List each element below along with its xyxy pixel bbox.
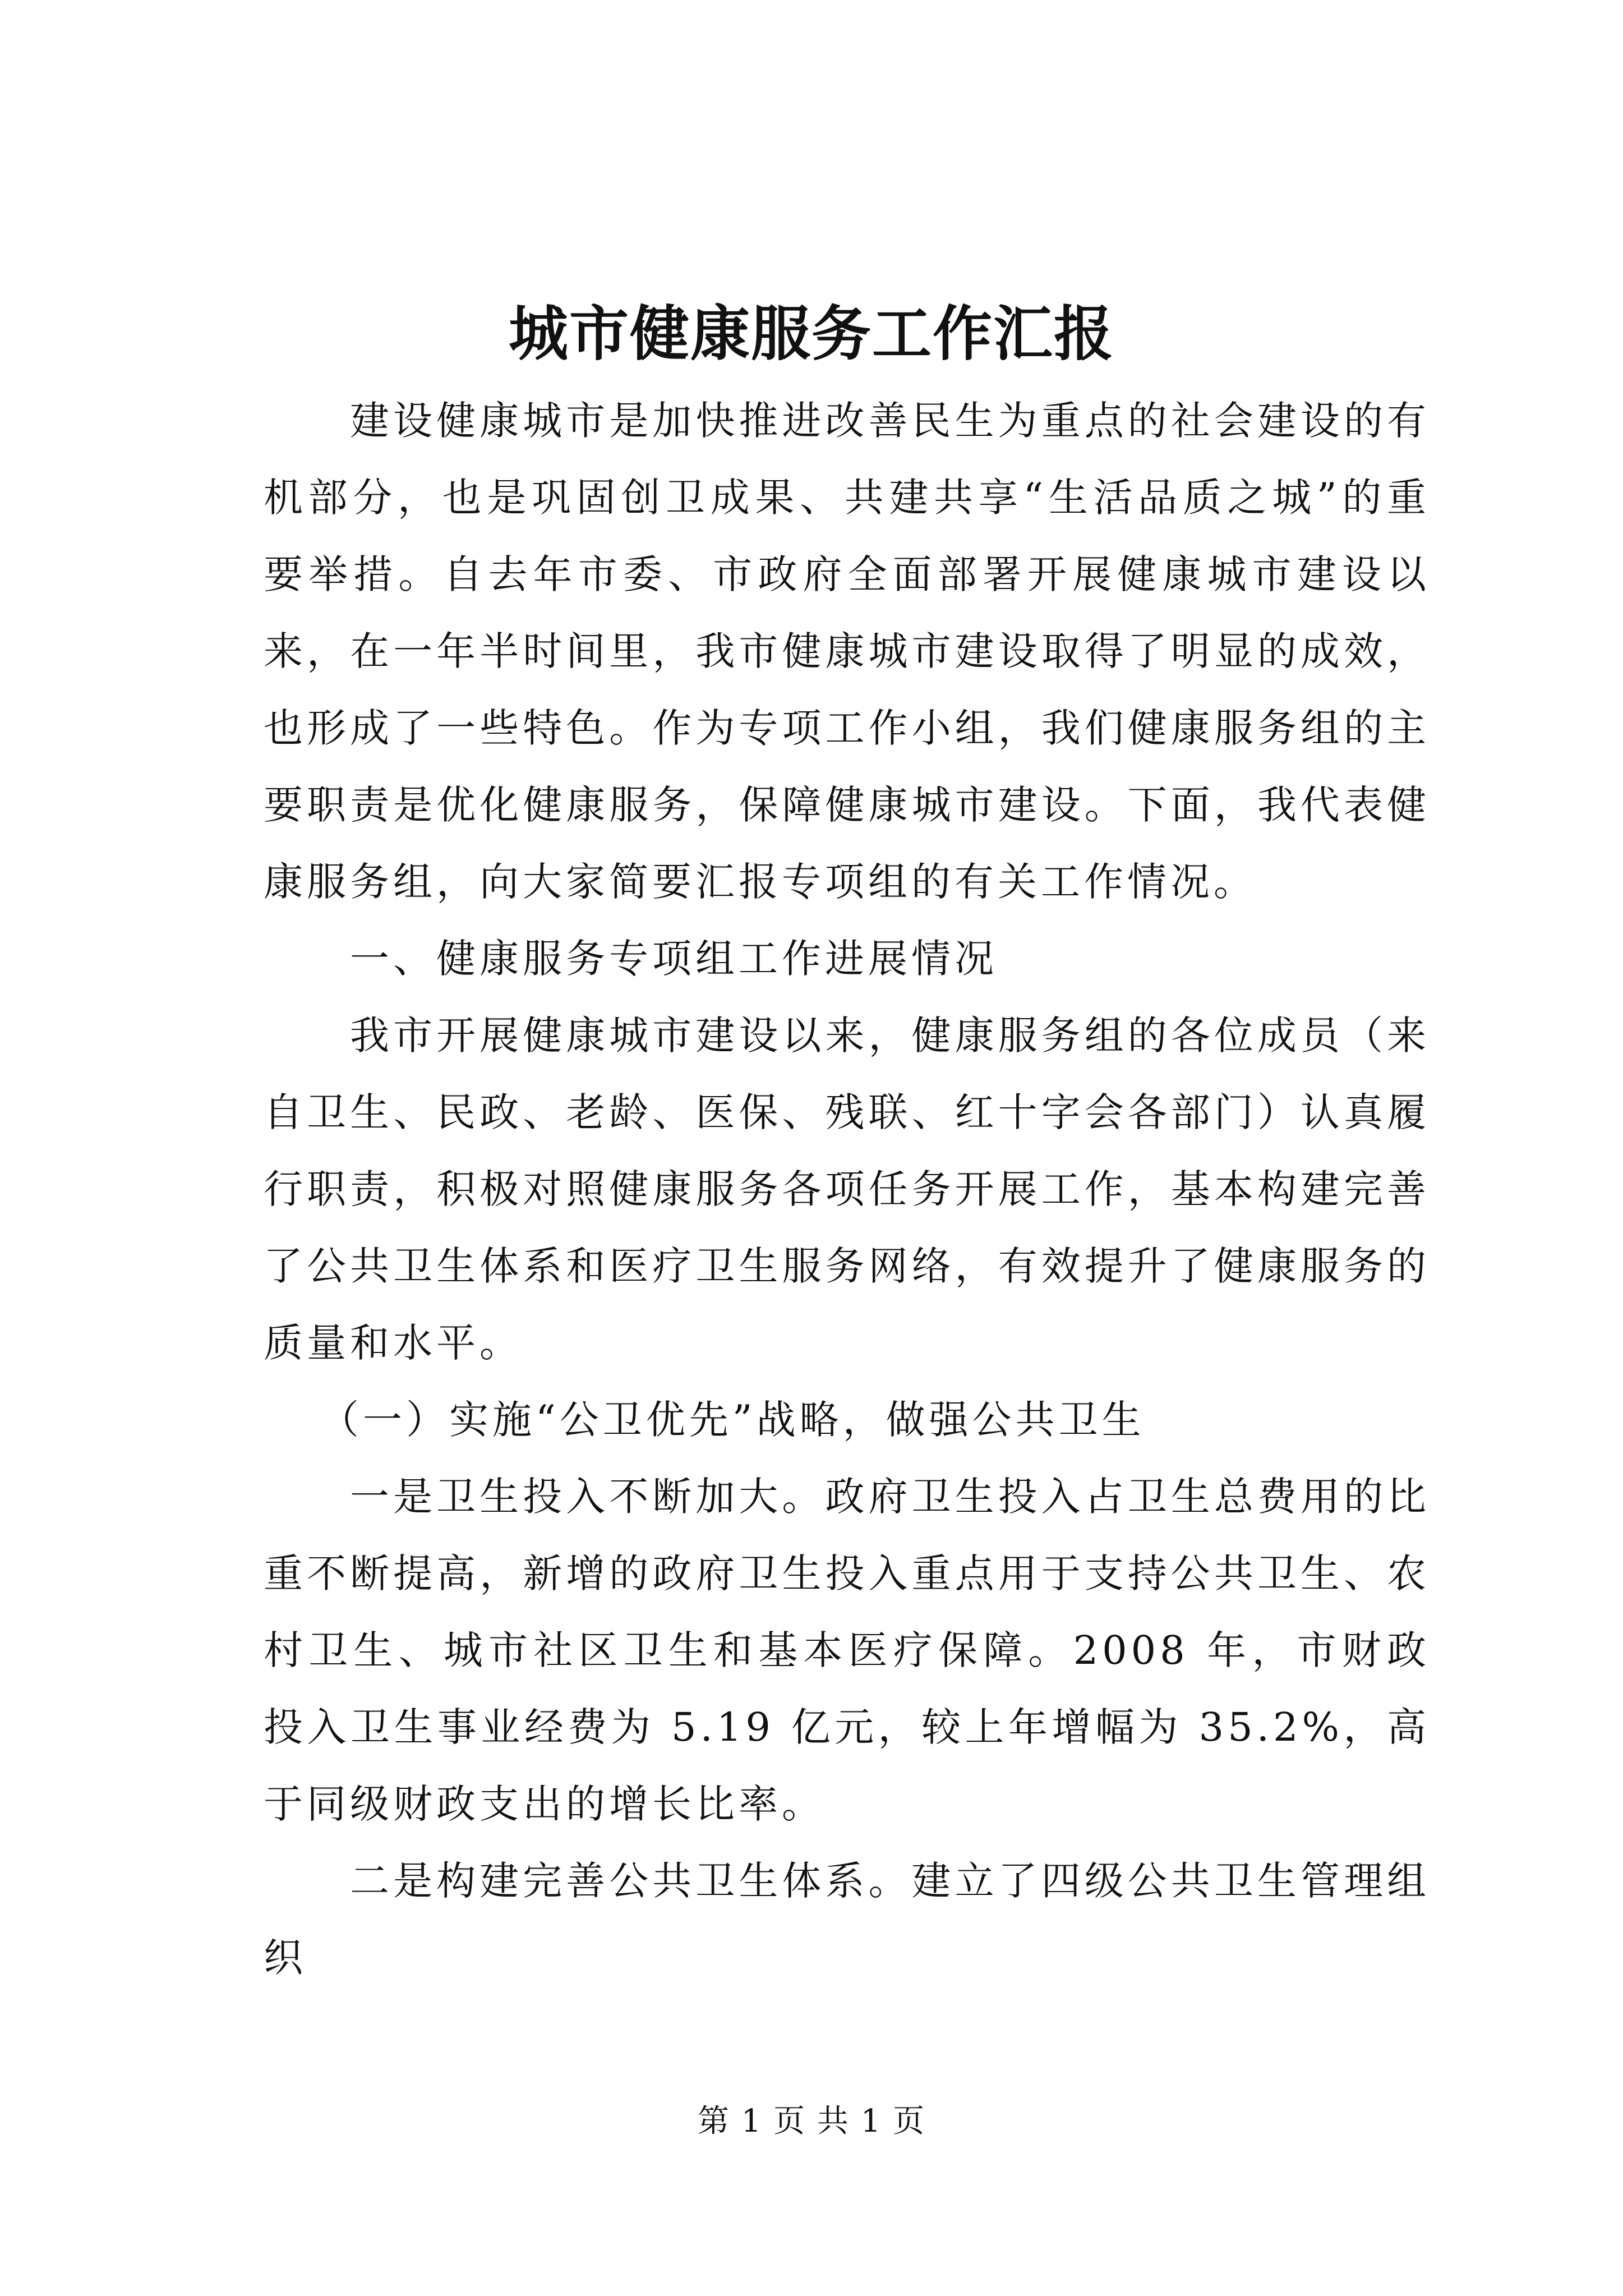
section-heading-1: 一、健康服务专项组工作进展情况 bbox=[350, 936, 998, 982]
document-body bbox=[264, 383, 1430, 1996]
paragraph-section-1: 我市开展健康城市建设以来，健康服务组的各位成员（来自卫生、民政、老龄、医保、残联、红十字会各部门）认真履行职责，积极对照健康服务各项任务开展工作，基本构建完善了公共卫生体系和医疗卫生服务网络，有效提升了健康服务的质量和水平。 bbox=[264, 1013, 1430, 1366]
document-title: 城市健康服务工作汇报 bbox=[509, 298, 1114, 369]
subsection-heading-1: （一）实施“公卫优先”战略，做强公共卫生 bbox=[320, 1397, 1145, 1443]
page-footer: 第 1 页 共 1 页 bbox=[697, 2103, 926, 2139]
paragraph-point-1: 一是卫生投入不断加大。政府卫生投入占卫生总费用的比重不断提高，新增的政府卫生投入重点用于支持公共卫生、农村卫生、城市社区卫生和基本医疗保障。2008 年，市财政投入卫生事业经费为 5.19 亿元，较上年增幅为 35.2%，高于同级财政支出的增长比率。 bbox=[264, 1474, 1430, 1827]
paragraph-intro: 建设健康城市是加快推进改善民生为重点的社会建设的有机部分，也是巩固创卫成果、共建共享“生活品质之城”的重要举措。自去年市委、市政府全面部署开展健康城市建设以来，在一年半时间里，我市健康城市建设取得了明显的成效，也形成了一些特色。作为专项工作小组，我们健康服务组的主要职责是优化健康服务，保障健康城市建设。下面，我代表健康服务组，向大家简要汇报专项组的有关工作情况。 bbox=[264, 398, 1430, 905]
paragraph-point-2: 二是构建完善公共卫生体系。建立了四级公共卫生管理组织 bbox=[264, 1858, 1430, 1981]
